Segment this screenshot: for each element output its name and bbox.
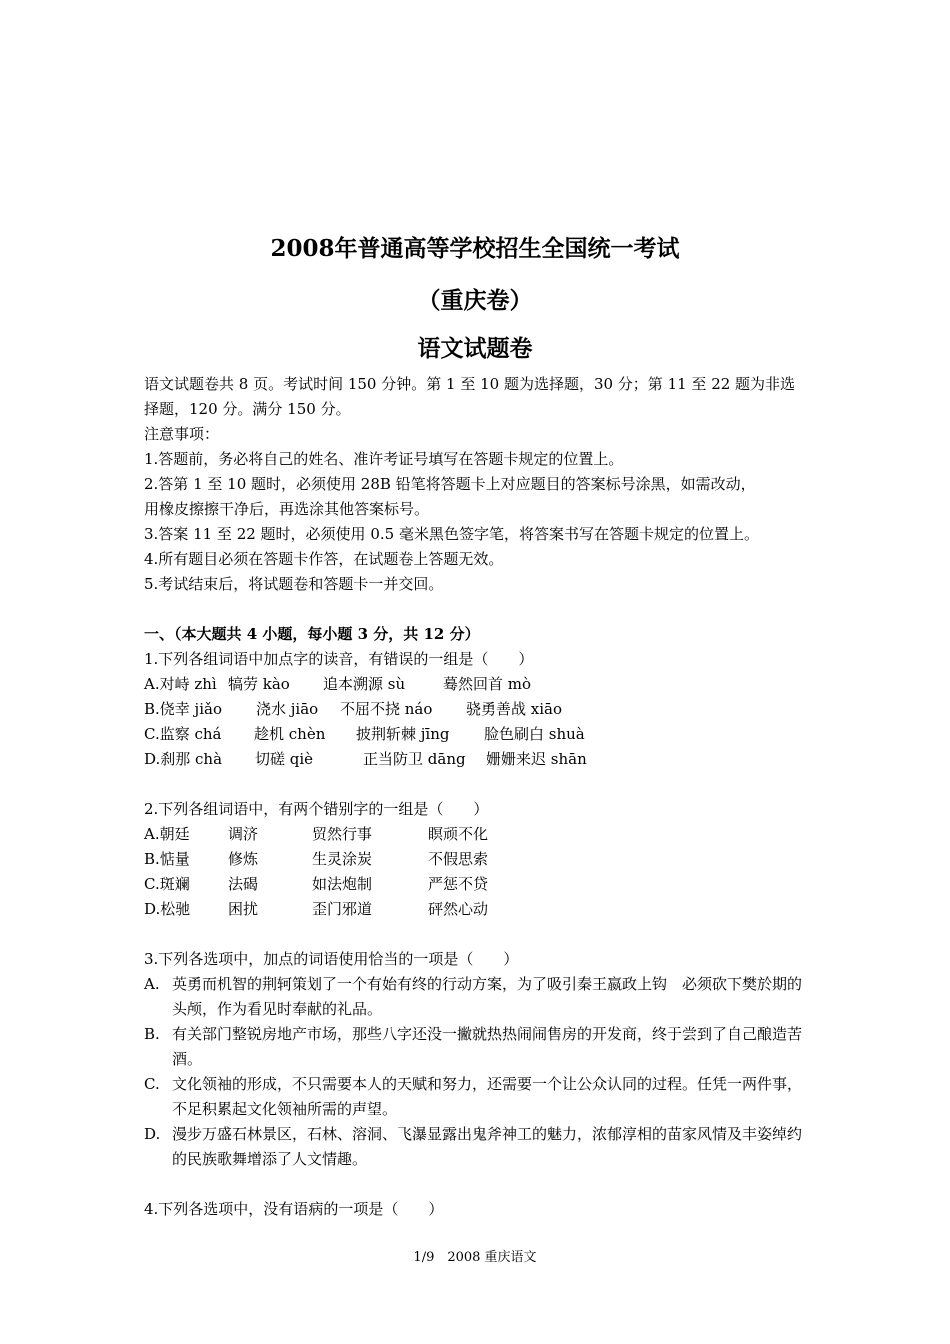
- option-word: 蓦然回首 mò: [443, 675, 532, 693]
- intro-line: 择题，120 分。满分 150 分。: [144, 400, 351, 418]
- option-word: 法碣: [228, 875, 259, 893]
- option-word: 趁机 chèn: [254, 725, 326, 743]
- note-item: 5.考试结束后，将试题卷和答题卡一并交回。: [144, 575, 444, 593]
- option-text: 有关部门整锐房地产市场，那些八字还没一撇就热热闹闹售房的开发商，终于尝到了自己酿造苦酒。: [172, 1025, 803, 1068]
- option-word: A.朝廷: [144, 825, 190, 843]
- q2-option-d: [144, 897, 812, 922]
- q2-option-c: [144, 872, 812, 897]
- q2-option-b: [144, 847, 812, 872]
- q1-option-a: [144, 672, 812, 697]
- option-label: C.: [144, 1075, 160, 1093]
- question-1-stem: 1.下列各组词语中加点字的读音，有错误的一组是（ ）: [144, 650, 534, 668]
- option-label: B.: [144, 1025, 160, 1043]
- option-word: 贸然行事: [312, 825, 373, 843]
- exam-region: （重庆卷）: [417, 287, 533, 314]
- note-item: 用橡皮擦擦干净后，再选涂其他答案标号。: [144, 500, 430, 518]
- q1-option-b: [144, 697, 812, 722]
- intro-line: 语文试题卷共 8 页。考试时间 150 分钟。第 1 至 10 题为选择题，30 分；第 11 至 22 题为非选: [144, 375, 796, 393]
- exam-body: [144, 372, 812, 1222]
- option-word: 追本溯源 sù: [323, 675, 406, 693]
- option-word: 正当防卫 dāng: [363, 750, 466, 768]
- option-word: 砰然心动: [428, 900, 489, 918]
- q2-option-a: [144, 822, 812, 847]
- note-item: 4.所有题目必须在答题卡作答，在试题卷上答题无效。: [144, 550, 504, 568]
- q3-option-d: [144, 1122, 812, 1172]
- option-word: C.斑斓: [144, 875, 190, 893]
- option-word: B.侥幸 jiǎo: [144, 700, 222, 718]
- q1-option-d: [144, 747, 812, 772]
- q3-option-a: [144, 972, 812, 1022]
- option-word: D.松驰: [144, 900, 191, 918]
- option-word: 困扰: [228, 900, 259, 918]
- question-2-stem: 2.下列各组词语中，有两个错别字的一组是（ ）: [144, 800, 489, 818]
- option-word: 浇水 jiāo: [256, 700, 319, 718]
- option-label: A.: [144, 975, 160, 993]
- option-word: 调济: [228, 825, 259, 843]
- option-word: 歪门邪道: [312, 900, 373, 918]
- option-word: 不假思索: [428, 850, 489, 868]
- option-label: D.: [144, 1125, 161, 1143]
- exam-title: 2008年普通高等学校招生全国统一考试: [270, 235, 680, 262]
- spacer: [144, 1172, 812, 1197]
- notes-heading: 注意事项：: [144, 425, 220, 443]
- page-footer: 1/9 2008 重庆语文: [413, 1250, 537, 1265]
- option-word: 披荆斩棘 jīng: [356, 725, 450, 743]
- option-word: 切磋 qiè: [255, 750, 314, 768]
- option-word: 生灵涂炭: [312, 850, 373, 868]
- q3-option-c: [144, 1072, 812, 1122]
- option-word: 如法炮制: [312, 875, 373, 893]
- question-4-stem: 4.下列各选项中，没有语病的一项是（ ）: [144, 1200, 444, 1218]
- note-item: 3.答案 11 至 22 题时，必须使用 0.5 毫米黑色签字笔，将答案书写在答题卡规定的位置上。: [144, 525, 759, 543]
- option-word: B.惦量: [144, 850, 190, 868]
- spacer: [144, 597, 812, 622]
- q1-option-c: [144, 722, 812, 747]
- exam-subject: 语文试题卷: [417, 335, 533, 362]
- q3-option-b: [144, 1022, 812, 1072]
- note-item: 1.答题前，务必将自己的姓名、准许考证号填写在答题卡规定的位置上。: [144, 450, 624, 468]
- spacer: [144, 772, 812, 797]
- spacer: [144, 922, 812, 947]
- option-word: 脸色刷白 shuà: [484, 725, 585, 743]
- option-word: 姗姗来迟 shān: [486, 750, 587, 768]
- option-text: 漫步万盛石林景区，石林、溶洞、飞瀑显露出鬼斧神工的魅力，浓郁淳相的苗家风情及丰姿绰约的民族歌舞增添了人文情趣。: [172, 1125, 803, 1168]
- note-item: 2.答第 1 至 10 题时，必须使用 28B 铅笔将答题卡上对应题目的答案标号涂黑，如需改动，: [144, 475, 756, 493]
- option-word: 不屈不挠 náo: [340, 700, 433, 718]
- option-word: A.对峙 zhì: [144, 675, 217, 693]
- option-word: D.刹那 chà: [144, 750, 223, 768]
- option-word: 犒劳 kào: [228, 675, 290, 693]
- option-text: 英勇而机智的荆轲策划了一个有始有终的行动方案，为了吸引秦王嬴政上钩 必须砍下樊於期的头颅，作为看见时奉献的礼品。: [172, 975, 803, 1018]
- option-word: C.监察 chá: [144, 725, 222, 743]
- option-text: 文化领袖的形成，不只需要本人的天赋和努力，还需要一个让公众认同的过程。任凭一两件事，不足积累起文化领袖所需的声望。: [172, 1075, 803, 1118]
- option-word: 骁勇善战 xiāo: [466, 700, 562, 718]
- section-heading: 一、（本大题共 4 小题，每小题 3 分，共 12 分）: [144, 625, 480, 643]
- option-word: 瞑顽不化: [428, 825, 489, 843]
- question-3-stem: 3.下列各选项中，加点的词语使用恰当的一项是（ ）: [144, 950, 519, 968]
- option-word: 修炼: [228, 850, 259, 868]
- option-word: 严惩不贷: [428, 875, 489, 893]
